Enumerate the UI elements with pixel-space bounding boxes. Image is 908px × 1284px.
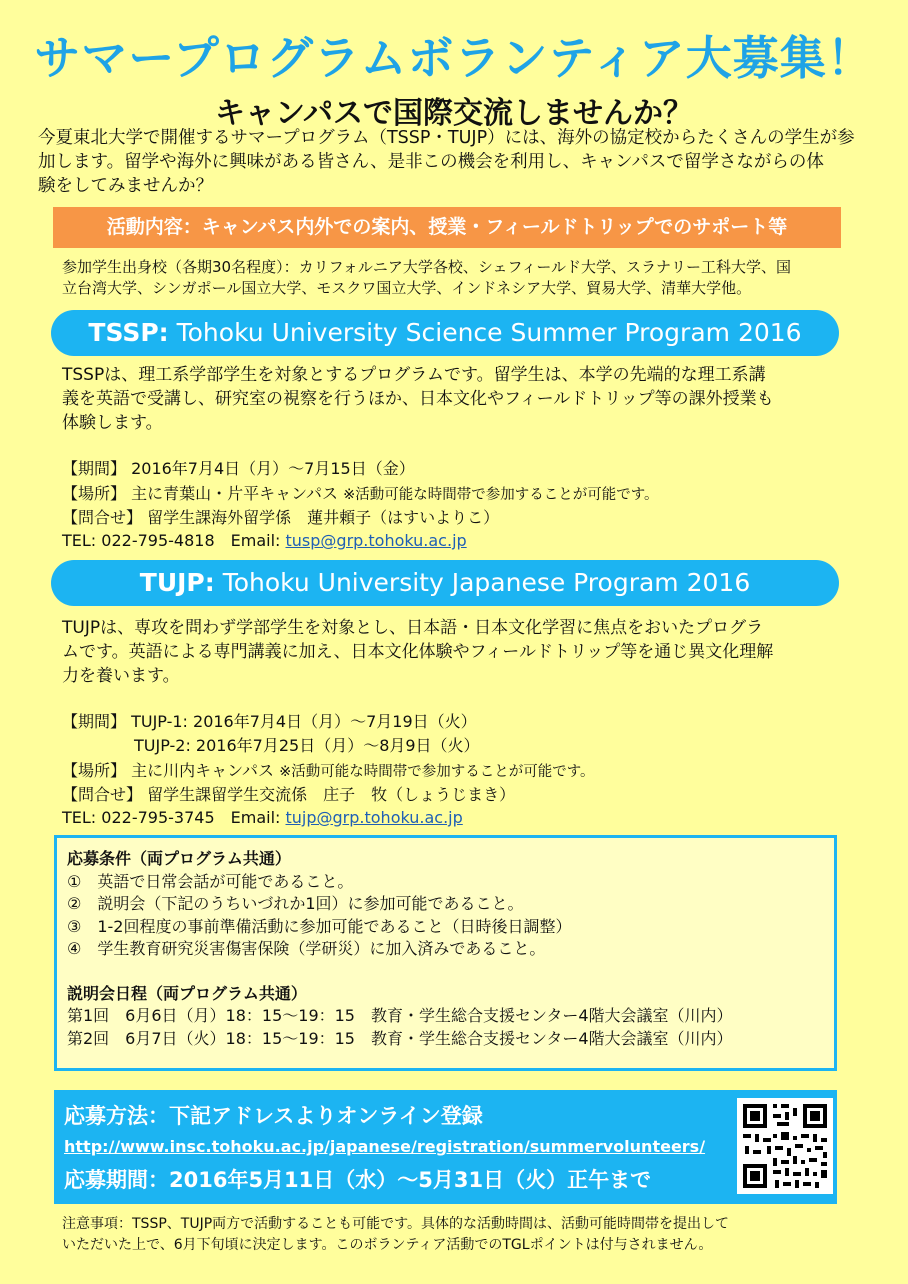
intro-paragraph [38,126,878,198]
tssp-abbr: TSSP: [88,318,169,347]
tujp-abbr: TUJP: [139,568,215,597]
intro-line: 加します。留学や海外に興味がある皆さん、是非この機会を利用し、キャンパスで留学さながらの体 [38,152,824,172]
participating-schools [62,257,862,299]
tujp-name: Tohoku University Japanese Program 2016 [214,568,751,597]
qr-code-icon[interactable] [737,1098,833,1194]
tujp-contact: 【問合せ】 留学生課留学生交流係 庄子 牧（しょうじまき） [62,785,516,804]
condition-item: ② 説明会（下記のうちいづれか1回）に参加可能であること。 [67,894,524,913]
tssp-place-text: 【場所】 主に青葉山・片平キャンパス [62,484,338,503]
conditions-box [54,835,837,1071]
activity-banner: 活動内容：キャンパス内外での案内、授業・フィールドトリップでのサポート等 [53,207,841,248]
notes [62,1214,862,1256]
application-box [54,1090,837,1204]
schedule-heading: 説明会日程（両プログラム共通） [67,983,307,1003]
notes-line: いただいた上で、6月下旬頃に決定します。このボランティア活動でのTGLポイントは付与されません。 [62,1237,713,1253]
tujp-place [62,759,595,784]
conditions-heading: 応募条件（両プログラム共通） [67,849,291,868]
page-title: サマープログラムボランティア大募集！ [34,31,874,85]
tssp-contact: 【問合せ】 留学生課海外留学係 蓮井頼子（はすいよりこ） [62,508,500,527]
condition-item: ③ 1-2回程度の事前準備活動に参加可能であること（日時後日調整） [67,916,572,936]
schedule-item: 第1回 6月6日（月）18：15～19：15 教育・学生総合支援センター4階大会議室（川内） [67,1006,733,1025]
intro-line: 験をしてみませんか？ [38,176,213,196]
registration-url-link[interactable]: http://www.insc.tohoku.ac.jp/japanese/registration/summervolunteers/ [64,1137,706,1156]
tujp-desc-line: 力を養います。 [62,666,180,686]
schools-line: 立台湾大学、シンガポール国立大学、モスクワ国立大学、インドネシア大学、貿易大学、清華大学他。 [62,279,752,297]
tujp-period-2: TUJP-2: 2016年7月25日（月）～8月9日（火） [134,736,480,755]
tujp-description [62,616,852,688]
tssp-place-note: ※活動可能な時間帯で参加することが可能です。 [343,487,659,503]
tssp-tel [62,529,467,553]
page-subtitle: キャンパスで国際交流しませんか？ [215,96,693,131]
apply-method: 応募方法：下記アドレスよりオンライン登録 [64,1104,483,1128]
tujp-place-text: 【場所】 主に川内キャンパス [62,761,274,780]
schools-line: 参加学生出身校（各期30名程度）：カリフォルニア大学各校、シェフィールド大学、スラナリー工科大学、国 [62,258,792,276]
notes-line: 注意事項：TSSP、TUJP両方で活動することも可能です。具体的な活動時間は、活動可能時間帯を提出して [62,1216,730,1232]
tujp-email-link[interactable]: tujp@grp.tohoku.ac.jp [285,808,463,827]
conditions-content [67,848,827,1050]
tujp-place-note: ※活動可能な時間帯で参加することが可能です。 [279,764,595,780]
condition-item: ① 英語で日常会話が可能であること。 [67,871,354,891]
tujp-desc-line: TUJPは、専攻を問わず学部学生を対象とし、日本語・日本文化学習に焦点をおいたプログラ [62,618,764,638]
condition-item: ④ 学生教育研究災害傷害保険（学研災）に加入済みであること。 [67,939,546,958]
tujp-tel [62,806,463,830]
apply-period: 応募期間：2016年5月11日（水）～5月31日（火）正午まで [64,1168,652,1192]
tssp-period: 【期間】 2016年7月4日（月）～7月15日（金） [62,459,415,478]
tssp-name: Tohoku University Science Summer Program 2016 [168,318,802,347]
tssp-banner [51,310,839,356]
schedule-item: 第2回 6月7日（火）18：15～19：15 教育・学生総合支援センター4階大会議室（川内） [67,1028,733,1048]
tujp-banner [51,560,839,606]
tujp-tel-text: TEL: 022-795-3745 Email: [62,808,286,827]
tssp-desc-line: 義を英語で受講し、研究室の視察を行うほか、日本文化やフィールドトリップ等の課外授業も [62,389,774,409]
tssp-tel-text: TEL: 022-795-4818 Email: [62,531,286,550]
tssp-desc-line: 体験します。 [62,413,163,433]
tssp-place [62,482,659,507]
tssp-desc-line: TSSPは、理工系学部学生を対象とするプログラムです。留学生は、本学の先端的な理工系講 [62,365,766,385]
tujp-period-1: 【期間】 TUJP-1: 2016年7月4日（月）～7月19日（火） [62,712,477,731]
intro-line: 今夏東北大学で開催するサマープログラム（TSSP・TUJP）には、海外の協定校からたくさんの学生が参 [38,128,855,148]
tssp-description [62,363,852,435]
tujp-desc-line: ムです。英語による専門講義に加え、日本文化体験やフィールドトリップ等を通じ異文化理解 [62,642,774,662]
tssp-email-link[interactable]: tusp@grp.tohoku.ac.jp [285,531,467,550]
